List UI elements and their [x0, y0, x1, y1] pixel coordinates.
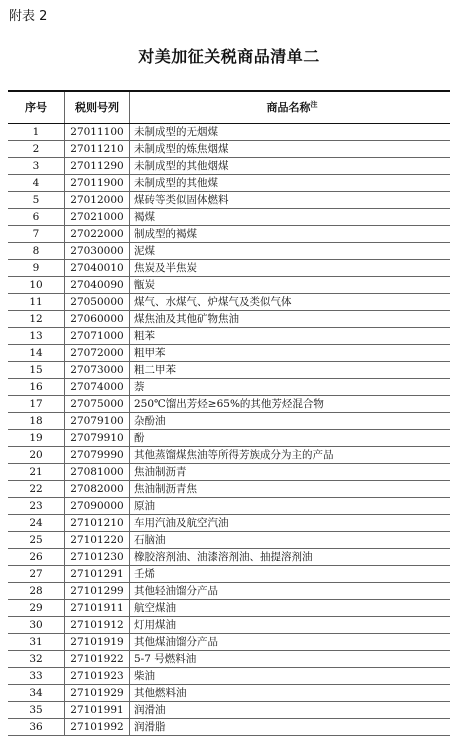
cell-code: 27022000 — [65, 225, 130, 242]
cell-code: 27011290 — [65, 157, 130, 174]
annex-label: 附表 2 — [9, 9, 48, 24]
cell-name: 泥煤 — [130, 242, 451, 259]
table-row — [8, 276, 450, 293]
cell-no: 5 — [8, 191, 65, 208]
cell-name: 车用汽油及航空汽油 — [130, 514, 451, 531]
table-row — [8, 582, 450, 599]
table-row — [8, 412, 450, 429]
cell-code: 27101230 — [65, 548, 130, 565]
cell-no: 1 — [8, 123, 65, 140]
cell-code: 27075000 — [65, 395, 130, 412]
header-name — [130, 91, 451, 123]
cell-name: 未制成型的其他烟煤 — [130, 157, 451, 174]
cell-code: 27101299 — [65, 582, 130, 599]
table-header-row — [8, 91, 450, 123]
cell-no: 13 — [8, 327, 65, 344]
table-row — [8, 242, 450, 259]
cell-no: 3 — [8, 157, 65, 174]
cell-code: 27082000 — [65, 480, 130, 497]
cell-code: 27011210 — [65, 140, 130, 157]
cell-name: 焦油制沥青 — [130, 463, 451, 480]
cell-no: 9 — [8, 259, 65, 276]
table-row — [8, 701, 450, 718]
cell-name: 未制成型的炼焦烟煤 — [130, 140, 451, 157]
cell-code: 27021000 — [65, 208, 130, 225]
table-row — [8, 259, 450, 276]
cell-no: 24 — [8, 514, 65, 531]
cell-name: 焦油制沥青焦 — [130, 480, 451, 497]
cell-code: 27101291 — [65, 565, 130, 582]
cell-name: 灯用煤油 — [130, 616, 451, 633]
table-row — [8, 531, 450, 548]
table-row — [8, 684, 450, 701]
cell-code: 27101929 — [65, 684, 130, 701]
cell-no: 32 — [8, 650, 65, 667]
table-row — [8, 565, 450, 582]
page-title: 对美加征关税商品清单二 — [138, 47, 320, 66]
cell-code: 27071000 — [65, 327, 130, 344]
table-row — [8, 446, 450, 463]
table-row — [8, 480, 450, 497]
cell-code: 27040010 — [65, 259, 130, 276]
cell-no: 10 — [8, 276, 65, 293]
cell-no: 14 — [8, 344, 65, 361]
cell-code: 27101992 — [65, 718, 130, 735]
cell-no: 12 — [8, 310, 65, 327]
header-note-mark: 注 — [310, 100, 318, 109]
table-row — [8, 361, 450, 378]
table-row — [8, 633, 450, 650]
header-code: 税则号列 — [65, 91, 130, 123]
cell-code: 27101922 — [65, 650, 130, 667]
table-row — [8, 497, 450, 514]
cell-code: 27074000 — [65, 378, 130, 395]
header-no: 序号 — [8, 91, 65, 123]
cell-no: 35 — [8, 701, 65, 718]
table-row — [8, 208, 450, 225]
cell-no: 23 — [8, 497, 65, 514]
cell-code: 27050000 — [65, 293, 130, 310]
cell-code: 27101991 — [65, 701, 130, 718]
cell-name: 粗苯 — [130, 327, 451, 344]
table-row — [8, 123, 450, 140]
table-row — [8, 463, 450, 480]
cell-no: 25 — [8, 531, 65, 548]
cell-code: 27040090 — [65, 276, 130, 293]
cell-no: 2 — [8, 140, 65, 157]
table-row — [8, 718, 450, 735]
cell-no: 21 — [8, 463, 65, 480]
table-row — [8, 378, 450, 395]
table-row — [8, 157, 450, 174]
cell-name: 原油 — [130, 497, 451, 514]
cell-no: 31 — [8, 633, 65, 650]
cell-no: 8 — [8, 242, 65, 259]
cell-name: 柴油 — [130, 667, 451, 684]
table-row — [8, 344, 450, 361]
table-row — [8, 225, 450, 242]
cell-name: 褐煤 — [130, 208, 451, 225]
table-row — [8, 548, 450, 565]
table-row — [8, 599, 450, 616]
cell-code: 27079990 — [65, 446, 130, 463]
cell-no: 6 — [8, 208, 65, 225]
table-row — [8, 429, 450, 446]
cell-no: 18 — [8, 412, 65, 429]
cell-name: 粗二甲苯 — [130, 361, 451, 378]
cell-no: 17 — [8, 395, 65, 412]
cell-no: 28 — [8, 582, 65, 599]
cell-name: 煤砖等类似固体燃料 — [130, 191, 451, 208]
tariff-table-container — [8, 90, 450, 736]
table-body — [8, 123, 450, 735]
cell-name: 润滑脂 — [130, 718, 451, 735]
cell-code: 27011100 — [65, 123, 130, 140]
table-row — [8, 310, 450, 327]
tariff-table — [8, 90, 450, 736]
cell-name: 萘 — [130, 378, 451, 395]
cell-name: 煤焦油及其他矿物焦油 — [130, 310, 451, 327]
cell-no: 15 — [8, 361, 65, 378]
cell-name: 航空煤油 — [130, 599, 451, 616]
table-row — [8, 667, 450, 684]
cell-name: 石脑油 — [130, 531, 451, 548]
cell-code: 27072000 — [65, 344, 130, 361]
cell-name: 其他蒸馏煤焦油等所得芳族成分为主的产品 — [130, 446, 451, 463]
table-row — [8, 174, 450, 191]
cell-name: 未制成型的无烟煤 — [130, 123, 451, 140]
table-row — [8, 293, 450, 310]
cell-name: 壬烯 — [130, 565, 451, 582]
table-row — [8, 327, 450, 344]
table-row — [8, 616, 450, 633]
cell-code: 27012000 — [65, 191, 130, 208]
cell-code: 27011900 — [65, 174, 130, 191]
cell-code: 27101919 — [65, 633, 130, 650]
cell-code: 27101911 — [65, 599, 130, 616]
cell-no: 36 — [8, 718, 65, 735]
cell-code: 27101210 — [65, 514, 130, 531]
table-row — [8, 514, 450, 531]
cell-no: 27 — [8, 565, 65, 582]
cell-no: 22 — [8, 480, 65, 497]
cell-name: 250℃馏出芳烃≥65%的其他芳烃混合物 — [130, 395, 451, 412]
cell-name: 5-7 号燃料油 — [130, 650, 451, 667]
cell-no: 19 — [8, 429, 65, 446]
cell-code: 27101220 — [65, 531, 130, 548]
cell-name: 制成型的褐煤 — [130, 225, 451, 242]
cell-name: 其他轻油馏分产品 — [130, 582, 451, 599]
cell-name: 酚 — [130, 429, 451, 446]
cell-name: 其他煤油馏分产品 — [130, 633, 451, 650]
table-row — [8, 191, 450, 208]
cell-code: 27081000 — [65, 463, 130, 480]
cell-no: 29 — [8, 599, 65, 616]
cell-name: 粗甲苯 — [130, 344, 451, 361]
table-row — [8, 650, 450, 667]
cell-name: 润滑油 — [130, 701, 451, 718]
cell-no: 33 — [8, 667, 65, 684]
cell-name: 煤气、水煤气、炉煤气及类似气体 — [130, 293, 451, 310]
cell-code: 27101912 — [65, 616, 130, 633]
cell-no: 26 — [8, 548, 65, 565]
header-name-text: 商品名称 — [266, 101, 311, 115]
cell-no: 16 — [8, 378, 65, 395]
cell-code: 27030000 — [65, 242, 130, 259]
cell-no: 11 — [8, 293, 65, 310]
cell-name: 甑炭 — [130, 276, 451, 293]
cell-name: 杂酚油 — [130, 412, 451, 429]
cell-name: 未制成型的其他煤 — [130, 174, 451, 191]
cell-no: 20 — [8, 446, 65, 463]
cell-no: 30 — [8, 616, 65, 633]
cell-no: 4 — [8, 174, 65, 191]
cell-code: 27079910 — [65, 429, 130, 446]
cell-code: 27090000 — [65, 497, 130, 514]
table-row — [8, 395, 450, 412]
cell-name: 焦炭及半焦炭 — [130, 259, 451, 276]
cell-code: 27079100 — [65, 412, 130, 429]
cell-code: 27060000 — [65, 310, 130, 327]
cell-code: 27073000 — [65, 361, 130, 378]
cell-code: 27101923 — [65, 667, 130, 684]
cell-name: 其他燃料油 — [130, 684, 451, 701]
table-row — [8, 140, 450, 157]
cell-name: 橡胶溶剂油、油漆溶剂油、抽提溶剂油 — [130, 548, 451, 565]
cell-no: 34 — [8, 684, 65, 701]
cell-no: 7 — [8, 225, 65, 242]
